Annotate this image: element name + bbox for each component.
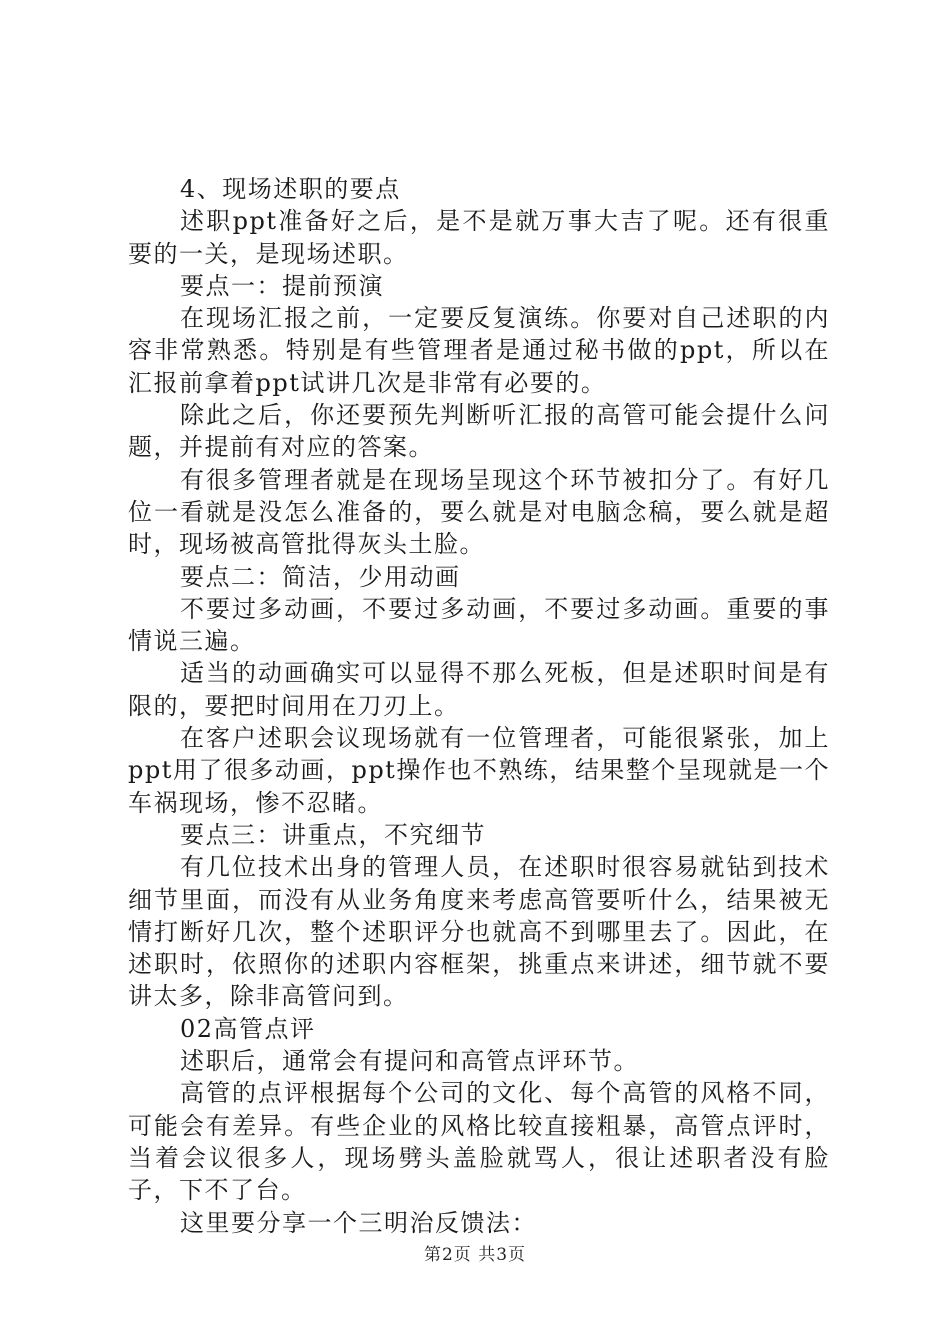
paragraph: 述职后，通常会有提问和高管点评环节。 <box>180 1047 639 1076</box>
paragraph: 适当的动画确实可以显得不那么死板，但是述职时间是有限的，要把时间用在刀刃上。 <box>128 659 830 720</box>
paragraph: 除此之后，你还要预先判断听汇报的高管可能会提什么问题，并提前有对应的答案。 <box>128 401 830 462</box>
paragraph: 高管的点评根据每个公司的文化、每个高管的风格不同，可能会有差异。有些企业的风格比较直接粗暴，高管点评时，当着会议很多人，现场劈头盖脸就骂人，很让述职者没有脸子，下不了台。 <box>128 1079 830 1205</box>
section-heading: 02高管点评 <box>180 1014 316 1043</box>
subsection-heading: 要点二：简洁，少用动画 <box>180 562 461 591</box>
paragraph: 不要过多动画，不要过多动画，不要过多动画。重要的事情说三遍。 <box>128 594 830 656</box>
paragraph: 在现场汇报之前，一定要反复演练。你要对自己述职的内容非常熟悉。特别是有些管理者是通过秘书做的ppt，所以在汇报前拿着ppt试讲几次是非常有必要的。 <box>128 304 830 397</box>
paragraph: 有几位技术出身的管理人员，在述职时很容易就钻到技术细节里面，而没有从业务角度来考虑高管要听什么，结果被无情打断好几次，整个述职评分也就高不到哪里去了。因此，在述职时，依照你的述职内容框架，挑重点来讲述，细节就不要讲太多，除非高管问到。 <box>128 853 830 1011</box>
document-body <box>128 173 830 1239</box>
subsection-heading: 要点三：讲重点，不究细节 <box>180 820 486 849</box>
paragraph: 在客户述职会议现场就有一位管理者，可能很紧张，加上ppt用了很多动画，ppt操作也不熟练，结果整个呈现就是一个车祸现场，惨不忍睹。 <box>128 724 830 817</box>
paragraph: 这里要分享一个三明治反馈法： <box>180 1208 537 1237</box>
page-number-footer: 第2页 共3页 <box>423 1245 527 1265</box>
subsection-heading: 要点一：提前预演 <box>180 271 384 300</box>
paragraph: 有很多管理者就是在现场呈现这个环节被扣分了。有好几位一看就是没怎么准备的，要么就是对电脑念稿，要么就是超时，现场被高管批得灰头土脸。 <box>128 465 830 559</box>
paragraph: 述职ppt准备好之后，是不是就万事大吉了呢。还有很重要的一关，是现场述职。 <box>128 207 830 268</box>
section-heading: 4、现场述职的要点 <box>180 175 401 203</box>
